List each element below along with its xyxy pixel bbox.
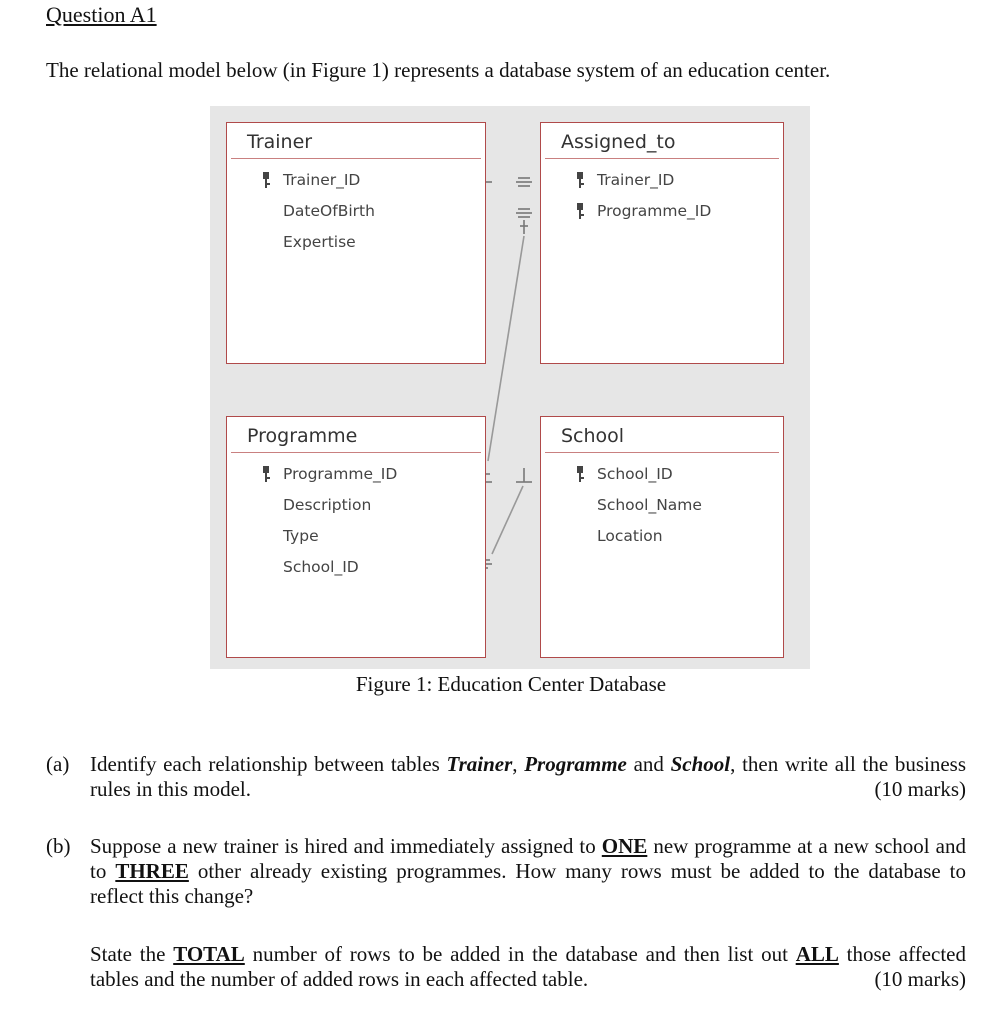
table-trainer (226, 122, 486, 364)
key-icon (575, 203, 585, 219)
text-run: and (626, 752, 671, 776)
key-icon (575, 466, 585, 482)
question-a (0, 752, 1000, 812)
field-label: Programme_ID (283, 465, 398, 483)
field-row (227, 165, 485, 196)
emphasis-all: ALL (795, 942, 839, 966)
field-row (541, 196, 783, 227)
table-title: School (545, 417, 779, 453)
text-run: State the (90, 942, 174, 966)
question-a-marks: (10 marks) (874, 777, 966, 801)
emphasis-one: ONE (601, 834, 648, 858)
field-row (227, 227, 485, 258)
field-row (227, 459, 485, 490)
question-b-paragraph-2 (90, 942, 966, 992)
text-run: , (512, 752, 525, 776)
field-row (227, 196, 485, 227)
field-label: School_ID (597, 465, 673, 483)
field-row (227, 552, 485, 583)
question-b-label: (b) (46, 834, 71, 858)
field-label: DateOfBirth (283, 202, 375, 220)
question-b-marks: (10 marks) (874, 967, 966, 991)
field-label: School_ID (283, 558, 359, 576)
field-row (541, 165, 783, 196)
key-icon (261, 172, 271, 188)
table-name-school: School (670, 752, 731, 776)
question-heading: Question A1 (46, 2, 157, 27)
field-label: Location (597, 527, 663, 545)
table-title: Assigned_to (545, 123, 779, 159)
text-run: number of rows to be added in the database and then list out (244, 942, 796, 966)
table-name-trainer: Trainer (446, 752, 513, 776)
field-label: School_Name (597, 496, 702, 514)
table-title: Trainer (231, 123, 481, 159)
field-row (541, 521, 783, 552)
field-row (541, 490, 783, 521)
key-icon (261, 466, 271, 482)
field-label: Description (283, 496, 372, 514)
text-run: Identify each relationship between tables (90, 752, 447, 776)
field-label: Expertise (283, 233, 356, 251)
table-school (540, 416, 784, 658)
field-label: Trainer_ID (283, 171, 361, 189)
table-name-programme: Programme (524, 752, 627, 776)
table-assigned-to (540, 122, 784, 364)
text-run: , then write all the business rules in this model. (90, 752, 967, 801)
question-a-text (90, 752, 966, 802)
text-run: those affected tables and the number of added rows in each affected table. (90, 942, 966, 991)
figure-caption: Figure 1: Education Center Database (355, 672, 667, 696)
table-title: Programme (231, 417, 481, 453)
text-run: new programme at a new school and to (90, 834, 966, 883)
text-run: other already existing programmes. How many rows must be added to the database to reflect this change? (90, 859, 967, 908)
field-label: Type (283, 527, 319, 545)
question-b (0, 834, 1000, 1004)
table-programme (226, 416, 486, 658)
emphasis-three: THREE (115, 859, 189, 883)
relational-diagram (210, 106, 810, 669)
field-row (227, 490, 485, 521)
field-row (227, 521, 485, 552)
text-run: Suppose a new trainer is hired and immediately assigned to (90, 834, 602, 858)
key-icon (575, 172, 585, 188)
intro-text: The relational model below (in Figure 1) represents a database system of an education center. (46, 58, 831, 82)
field-row (541, 459, 783, 490)
emphasis-total: TOTAL (173, 942, 245, 966)
question-a-label: (a) (46, 752, 70, 776)
question-b-paragraph-1 (90, 834, 966, 909)
field-label: Trainer_ID (597, 171, 675, 189)
field-label: Programme_ID (597, 202, 712, 220)
